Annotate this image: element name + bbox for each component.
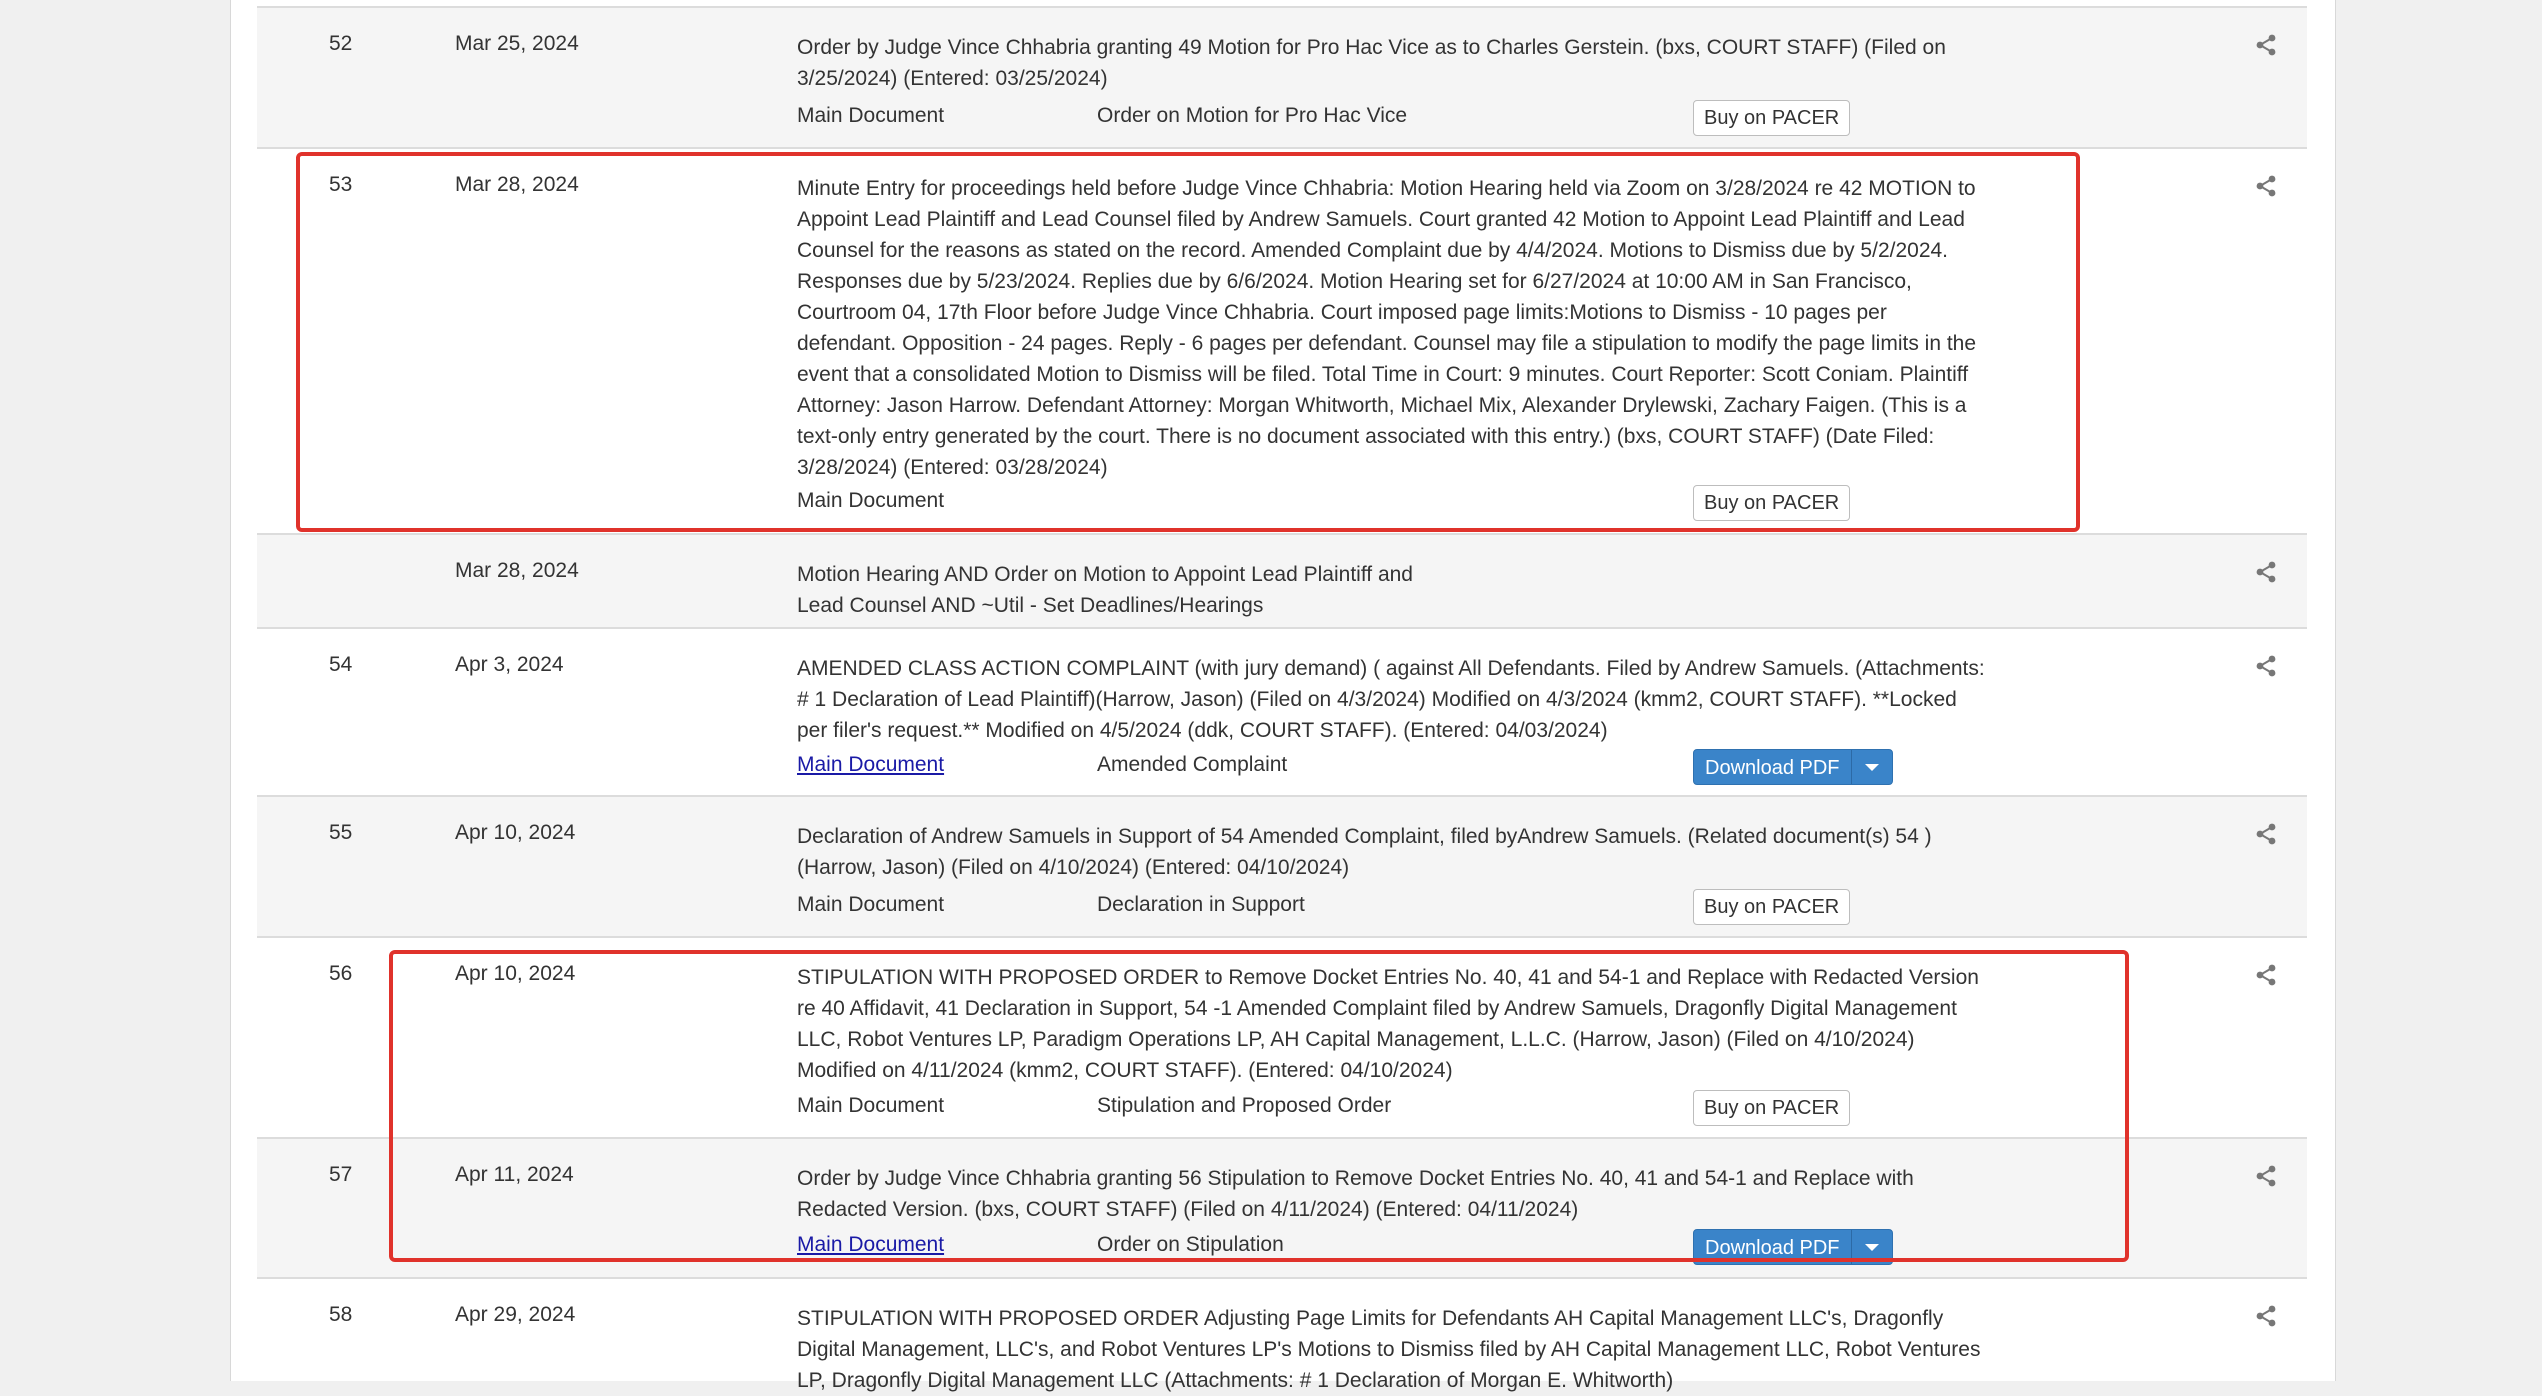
main-document-label: Main Document (797, 893, 945, 916)
entry-date: Apr 10, 2024 (455, 821, 576, 844)
entry-description: Order by Judge Vince Chhabria granting 49 Motion for Pro Hac Vice as to Charles Gerstein. (bxs, COURT STAFF) (Filed on 3/25/2024) (Entered: 03/25/2024) (797, 36, 1946, 90)
docket-page (230, 0, 2336, 1392)
entry-description: AMENDED CLASS ACTION COMPLAINT (with jury demand) ( against All Defendants. Filed by Andrew Samuels. (Attachments: # 1 Declaration of Lead Plaintiff)(Harrow, Jason) (Filed on 4/3/2024) Modified on 4/3/2024 (kmm2, COURT STAFF). **Locked per filer's request.** Modified on 4/5/2024 (ddk, COURT STAFF). (Entered: 04/03/2024) (797, 657, 1985, 742)
entry-date: Mar 28, 2024 (455, 173, 579, 196)
download-pdf-label[interactable]: Download PDF (1705, 1237, 1840, 1259)
main-document-label: Main Document (797, 104, 945, 127)
docket-entry-55 (257, 795, 2307, 936)
entry-date: Apr 3, 2024 (455, 653, 564, 676)
entry-description: Motion Hearing AND Order on Motion to Appoint Lead Plaintiff and Lead Counsel AND ~Util - Set Deadlines/Hearings (797, 563, 1413, 617)
main-document-label: Main Document (797, 1094, 945, 1117)
buy-on-pacer-button[interactable]: Buy on PACER (1693, 1090, 1850, 1126)
download-pdf-label[interactable]: Download PDF (1705, 757, 1840, 779)
download-pdf-button[interactable] (1693, 1229, 1893, 1265)
entry-date: Apr 11, 2024 (455, 1163, 574, 1186)
entry-description: Declaration of Andrew Samuels in Support of 54 Amended Complaint, filed byAndrew Samuels. (Related document(s) 54 ) (Harrow, Jason) (Filed on 4/10/2024) (Entered: 04/10/2024) (797, 825, 1932, 879)
entry-number: 52 (329, 32, 353, 55)
share-icon[interactable] (2255, 1305, 2277, 1327)
docket-entry-57 (257, 1137, 2307, 1277)
entry-number: 55 (329, 821, 353, 844)
entry-date: Mar 25, 2024 (455, 32, 579, 55)
entry-number: 53 (329, 173, 353, 196)
entry-description: Minute Entry for proceedings held before Judge Vince Chhabria: Motion Hearing held via Zoom on 3/28/2024 re 42 MOTION to Appoint Lead Plaintiff and Lead Counsel filed by Andrew Samuels. Court granted 42 Motion to Appoint Lead Plaintiff and Lead Counsel for the reasons as stated on the record. Amended Complaint due by 4/4/2024. Motions to Dismiss due by 5/2/2024. Responses due by 5/23/2024. Replies due by 6/6/2024. Motion Hearing set for 6/27/2024 at 10:00 AM in San Francisco, Courtroom 04, 17th Floor before Judge Vince Chhabria. Court imposed page limits:Motions to Dismiss - 10 pages per defendant. Opposition - 24 pages. Reply - 6 pages per defendant. Counsel may file a stipulation to modify the page limits in the event that a consolidated Motion to Dismiss will be filed. Total Time in Court: 9 minutes. Court Reporter: Scott Coniam. Plaintiff Attorney: Jason Harrow. Defendant Attorney: Morgan Whitworth, Michael Mix, Alexander Drylewski, Zachary Faigen. (This is a text-only entry generated by the court. There is no document associated with this entry.) (bxs, COURT STAFF) (Date Filed: 3/28/2024) (Entered: 03/28/2024) (797, 177, 1977, 479)
caret-down-icon[interactable] (1851, 1230, 1892, 1264)
entry-number: 54 (329, 653, 353, 676)
buy-on-pacer-button[interactable]: Buy on PACER (1693, 100, 1850, 136)
document-type: Stipulation and Proposed Order (1097, 1094, 1392, 1117)
share-icon[interactable] (2255, 655, 2277, 677)
docket-entry-58 (257, 1277, 2307, 1392)
entry-description: Order by Judge Vince Chhabria granting 56 Stipulation to Remove Docket Entries No. 40, 41 and 54-1 and Replace with Redacted Version. (bxs, COURT STAFF) (Filed on 4/11/2024) (Entered: 04/11/2024) (797, 1167, 1914, 1221)
docket-entry-54 (257, 627, 2307, 795)
entry-number: 58 (329, 1303, 353, 1326)
share-icon[interactable] (2255, 823, 2277, 845)
entry-description: STIPULATION WITH PROPOSED ORDER to Remove Docket Entries No. 40, 41 and 54-1 and Replace with Redacted Version re 40 Affidavit, 41 Declaration in Support, 54 -1 Amended Complaint filed by Andrew Samuels, Dragonfly Digital Management LLC, Robot Ventures LP, Paradigm Operations LP, AH Capital Management, L.L.C. (Harrow, Jason) (Filed on 4/10/2024) Modified on 4/11/2024 (kmm2, COURT STAFF). (Entered: 04/10/2024) (797, 966, 1979, 1082)
share-icon[interactable] (2255, 964, 2277, 986)
entry-date: Apr 29, 2024 (455, 1303, 576, 1326)
docket-entry-53 (257, 147, 2307, 533)
share-icon[interactable] (2255, 175, 2277, 197)
entry-number: 57 (329, 1163, 353, 1186)
entry-date: Apr 10, 2024 (455, 962, 576, 985)
docket-entry-52 (257, 6, 2307, 147)
share-icon[interactable] (2255, 1165, 2277, 1187)
download-pdf-button[interactable] (1693, 749, 1893, 785)
buy-on-pacer-button[interactable]: Buy on PACER (1693, 889, 1850, 925)
main-document-link[interactable]: Main Document (797, 753, 945, 776)
share-icon[interactable] (2255, 34, 2277, 56)
main-document-label: Main Document (797, 489, 945, 512)
document-type: Declaration in Support (1097, 893, 1305, 916)
docket-entry-56 (257, 936, 2307, 1137)
caret-down-icon[interactable] (1851, 750, 1892, 784)
buy-on-pacer-button[interactable]: Buy on PACER (1693, 485, 1850, 521)
document-type: Order on Stipulation (1097, 1233, 1284, 1256)
main-document-link[interactable]: Main Document (797, 1233, 945, 1256)
document-type: Order on Motion for Pro Hac Vice (1097, 104, 1408, 127)
share-icon[interactable] (2255, 561, 2277, 583)
docket-entry-mar-28 (257, 533, 2307, 627)
entry-number: 56 (329, 962, 353, 985)
entry-description: STIPULATION WITH PROPOSED ORDER Adjusting Page Limits for Defendants AH Capital Management LLC's, Dragonfly Digital Management, LLC's, and Robot Ventures LP's Motions to Dismiss filed by AH Capital Management LLC, Robot Ventures LP, Dragonfly Digital Management LLC (Attachments: # 1 Declaration of Morgan E. Whitworth) (797, 1307, 1981, 1392)
entry-date: Mar 28, 2024 (455, 559, 579, 582)
document-type: Amended Complaint (1097, 753, 1288, 776)
